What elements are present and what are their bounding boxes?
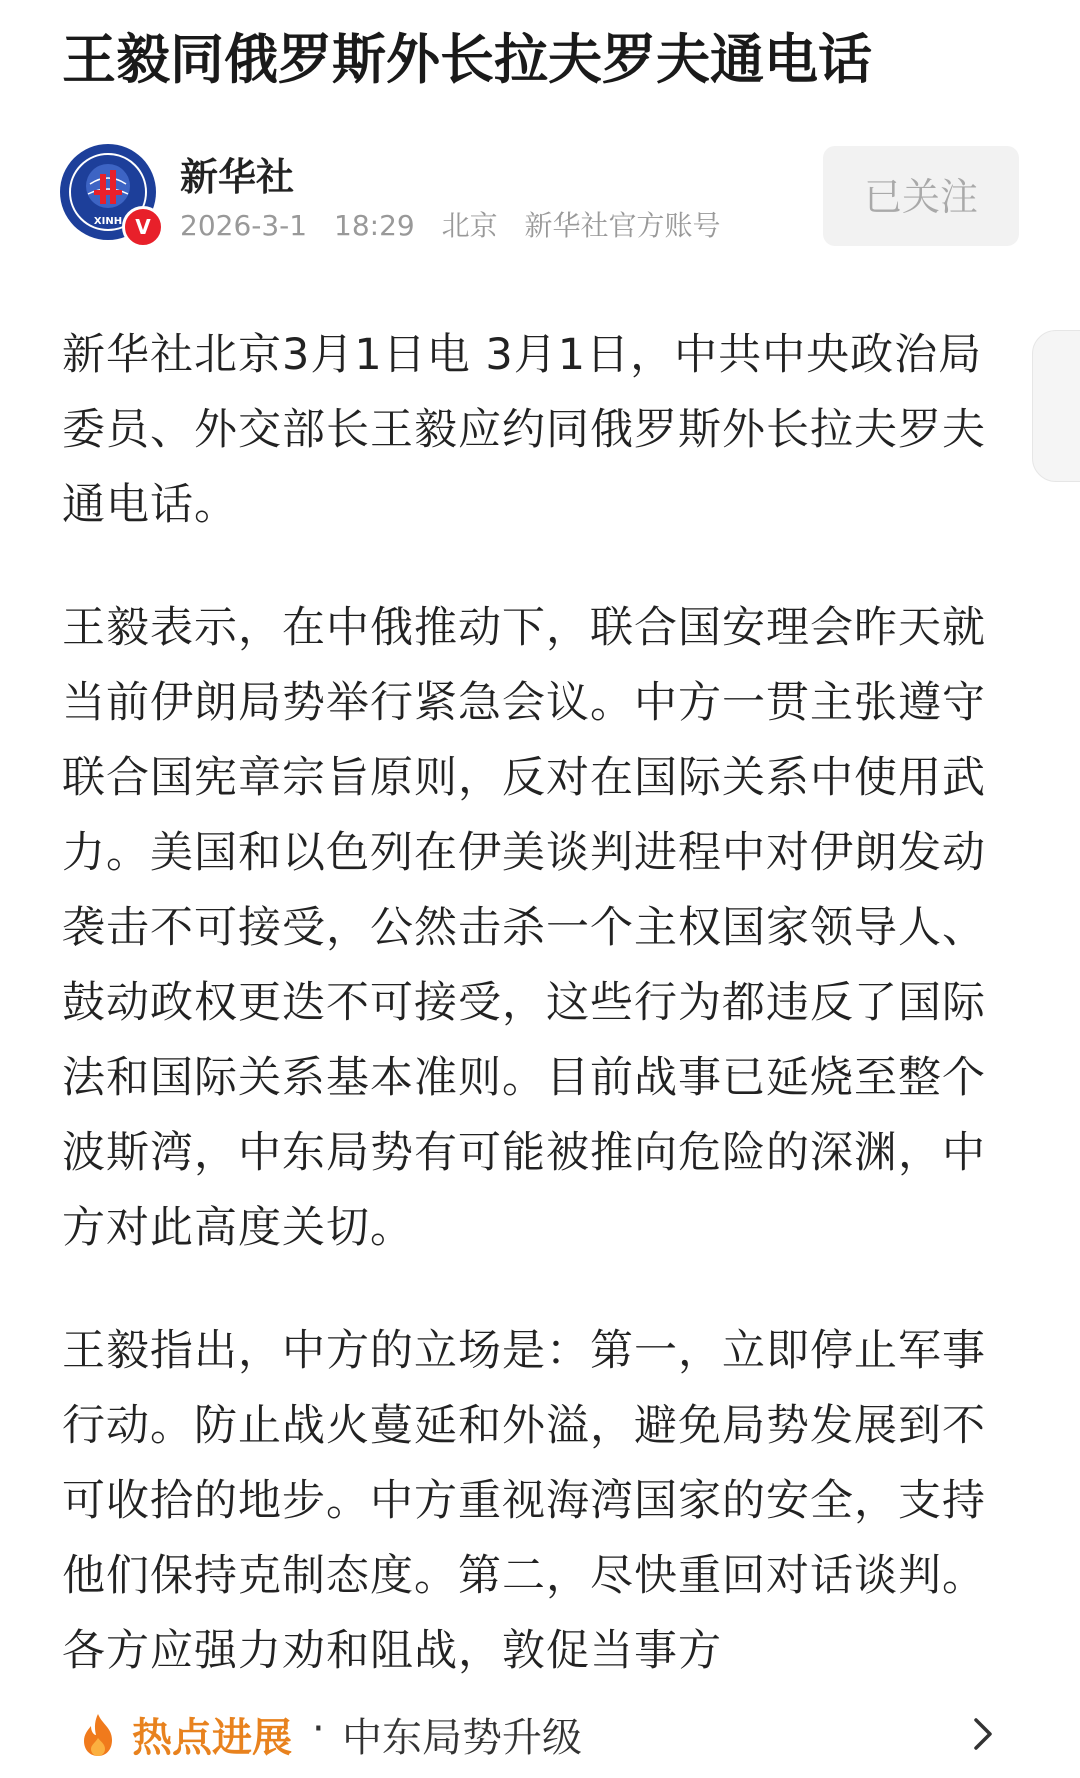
author-name[interactable]: 新华社	[180, 155, 295, 199]
account-type: 新华社官方账号	[524, 209, 721, 242]
post-meta	[180, 204, 739, 244]
post-time: 18:29	[334, 209, 415, 242]
hot-topic-separator: ·	[312, 1706, 325, 1752]
hot-topic-bar[interactable]	[0, 1690, 1080, 1778]
side-floating-tab[interactable]	[1032, 330, 1080, 482]
verified-icon: V	[122, 206, 164, 248]
fire-icon	[78, 1712, 118, 1758]
avatar[interactable]	[60, 144, 156, 240]
post-date: 2026-3-1	[180, 209, 308, 242]
hot-topic-title[interactable]: 中东局势升级	[342, 1715, 582, 1761]
article-title: 王毅同俄罗斯外长拉夫罗夫通电话	[62, 28, 872, 91]
chevron-right-icon[interactable]	[968, 1714, 998, 1754]
author-row	[60, 142, 1020, 252]
follow-button[interactable]: 已关注	[823, 146, 1019, 246]
article-body	[62, 318, 1022, 1737]
hot-topic-label: 热点进展	[132, 1715, 292, 1761]
article-paragraph: 王毅表示，在中俄推动下，联合国安理会昨天就当前伊朗局势举行紧急会议。中方一贯主张遵守联合国宪章宗旨原则，反对在国际关系中使用武力。美国和以色列在伊美谈判进程中对伊朗发动袭击不可接受，公然击杀一个主权国家领导人、鼓动政权更迭不可接受，这些行为都违反了国际法和国际关系基本准则。目前战事已延烧至整个波斯湾，中东局势有可能被推向危险的深渊，中方对此高度关切。	[62, 603, 986, 1253]
svg-text:XINH: XINH	[93, 216, 123, 227]
article-paragraph: 王毅指出，中方的立场是：第一，立即停止军事行动。防止战火蔓延和外溢，避免局势发展到不可收拾的地步。中方重视海湾国家的安全，支持他们保持克制态度。第二，尽快重回对话谈判。各方应强力劝和阻战，敦促当事方	[62, 1326, 986, 1676]
post-location: 北京	[441, 209, 498, 242]
article-paragraph: 新华社北京3月1日电 3月1日，中共中央政治局委员、外交部长王毅应约同俄罗斯外长拉夫罗夫通电话。	[62, 330, 986, 530]
